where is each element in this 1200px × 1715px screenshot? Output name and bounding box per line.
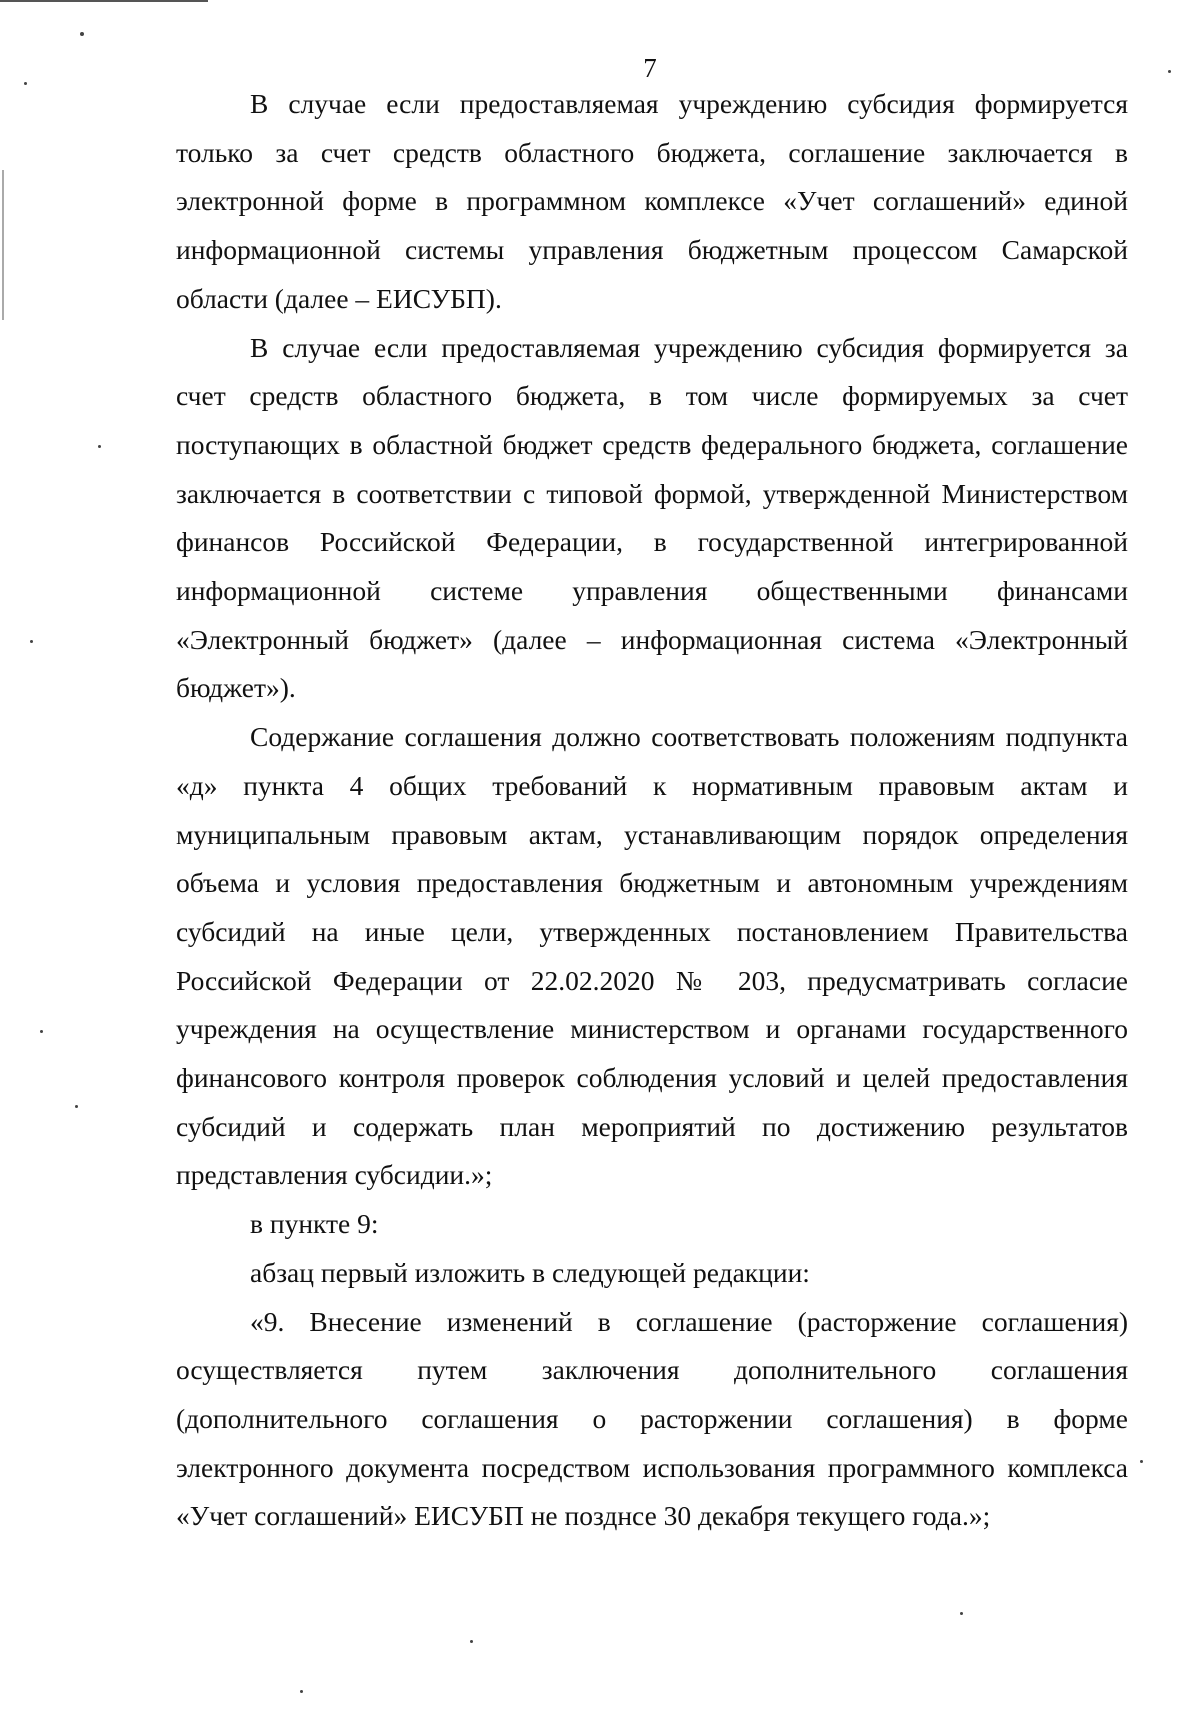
paragraph-agreement-content: Содержание соглашения должно соответствовать положениям подпункта «д» пункта 4 общих требований к нормативным правовым актам и муниципальным правовым актам, устанавливающим порядок определения объема и условия предоставления бюджетным и автономным учреждениям субсидий на иные цели, утвержденных постановлением Правительства Российской Федерации от 22.02.2020 № 203, предусматривать согласие учреждения на осуществление министерством и органами государственного финансового контроля проверок соблюдения условий и целей предоставления субсидий и содержать план мероприятий по достижению результатов представления субсидии.»; <box>176 721 1128 1191</box>
paragraph-clause-9-instruction: абзац первый изложить в следующей редакции: <box>250 1256 810 1288</box>
scan-dot <box>300 1690 303 1693</box>
scan-dot <box>98 445 101 448</box>
scan-dot <box>75 1105 78 1108</box>
scan-dot <box>470 1640 473 1643</box>
paragraph-federal-budget: В случае если предоставляемая учреждению субсидия формируется за счет средств областного бюджета, в том числе формируемых за счет поступающих в областной бюджет средств федерального бюджета, соглашение заключается в соответствии с типовой формой, утвержденной Министерством финансов Российской Федерации, в государственной интегрированной информационной системе управления общественными финансами «Электронный бюджет» (далее – информационная система «Электронный бюджет»). <box>176 331 1128 704</box>
scan-edge-line <box>2 170 4 320</box>
document-body <box>176 80 1128 1541</box>
scan-dot <box>40 1030 43 1033</box>
paragraph-regional-budget: В случае если предоставляемая учреждению субсидия формируется только за счет средств областного бюджета, соглашение заключается в электронной форме в программном комплексе «Учет соглашений» единой информационной системы управления бюджетным процессом Самарской области (далее – ЕИСУБП). <box>176 88 1128 314</box>
page-number: 7 <box>643 53 657 83</box>
scan-dot <box>960 1612 963 1615</box>
scan-dot <box>80 32 84 36</box>
paragraph-clause-9-heading: в пункте 9: <box>250 1208 379 1240</box>
scan-dot <box>30 640 33 643</box>
paragraph-clause-9-text: «9. Внесение изменений в соглашение (расторжение соглашения) осуществляется путем заключения дополнительного соглашения (дополнительного соглашения о расторжении соглашения) в форме электронного документа посредством использования программного комплекса «Учет соглашений» ЕИСУБП не позднсе 30 декабря текущего года.»; <box>176 1305 1128 1532</box>
scan-dot <box>1140 1460 1143 1463</box>
scan-edge-line <box>0 0 208 2</box>
